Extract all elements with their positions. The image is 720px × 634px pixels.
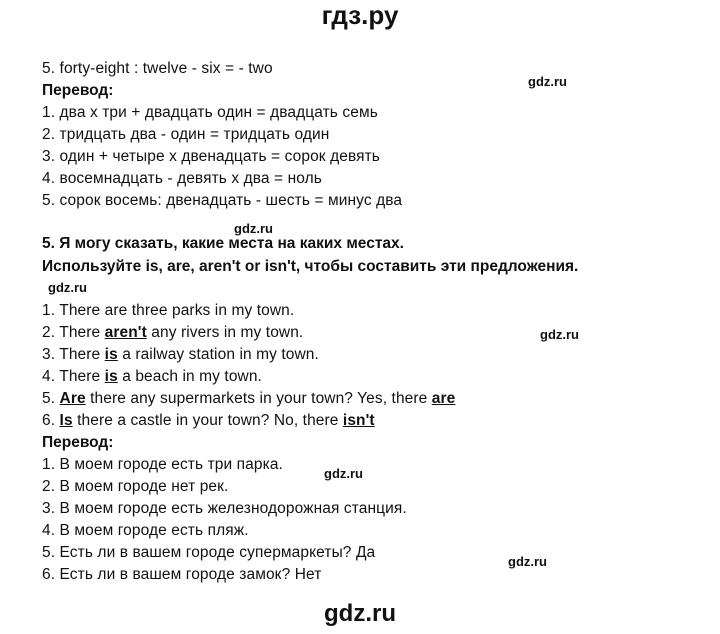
translation-line: 3. В моем городе есть железнодорожная станция. xyxy=(42,500,407,517)
answer-word: isn't xyxy=(342,412,375,429)
watermark: gdz.ru xyxy=(234,221,273,236)
watermark-footer: gdz.ru xyxy=(324,600,396,627)
watermark: gdz.ru xyxy=(540,327,579,342)
sentence-text: 6. xyxy=(42,412,60,429)
sentence-text: there any supermarkets in your town? Yes, there xyxy=(85,390,432,407)
site-title: гдз.ру xyxy=(321,0,399,30)
translation-line: 5. Есть ли в вашем городе супермаркеты? Да xyxy=(42,544,376,561)
translation-line: 6. Есть ли в вашем городе замок? Нет xyxy=(42,566,322,583)
watermark: gdz.ru xyxy=(324,466,363,481)
translation-line: 1. два х три + двадцать один = двадцать семь xyxy=(42,104,378,121)
translation-line: 2. В моем городе нет рек. xyxy=(42,478,229,495)
sentence-line xyxy=(42,302,294,320)
sentence-text: 4. There xyxy=(42,368,105,385)
exercise-instruction: Используйте is, are, aren't or isn't, чтобы составить эти предложения. xyxy=(42,258,579,275)
sentence-line xyxy=(42,346,319,364)
sentence-line xyxy=(42,368,262,386)
sentence-line xyxy=(42,412,375,430)
sentence-text: a beach in my town. xyxy=(117,368,262,385)
translation-line: 3. один + четыре х двенадцать = сорок девять xyxy=(42,148,380,165)
translation-heading: Перевод: xyxy=(42,434,114,451)
answer-word: is xyxy=(104,368,118,385)
watermark: gdz.ru xyxy=(48,280,87,295)
sentence-line xyxy=(42,390,455,408)
sentence-line xyxy=(42,324,303,342)
answer-word: is xyxy=(104,346,118,363)
sentence-text: 2. There xyxy=(42,324,105,341)
answer-word: are xyxy=(431,390,456,407)
translation-line: 2. тридцать два - один = тридцать один xyxy=(42,126,330,143)
answer-word: Is xyxy=(59,412,73,429)
watermark: gdz.ru xyxy=(528,74,567,89)
translation-line: 5. сорок восемь: двенадцать - шесть = минус два xyxy=(42,192,403,209)
sentence-text: 1. There are three parks in my town. xyxy=(42,302,295,319)
translation-line: 4. В моем городе есть пляж. xyxy=(42,522,249,539)
sentence-text: any rivers in my town. xyxy=(146,324,304,341)
sentence-text: 5. xyxy=(42,390,60,407)
answer-line-5: 5. forty-eight : twelve - six = - two xyxy=(42,60,273,77)
answer-word: Are xyxy=(59,390,86,407)
answer-word: aren't xyxy=(104,324,147,341)
watermark: gdz.ru xyxy=(508,554,547,569)
sentence-text: a railway station in my town. xyxy=(117,346,319,363)
exercise-title: 5. Я могу сказать, какие места на каких местах. xyxy=(42,235,404,252)
translation-line: 4. восемнадцать - девять х два = ноль xyxy=(42,170,322,187)
translation-line: 1. В моем городе есть три парка. xyxy=(42,456,283,473)
translation-heading: Перевод: xyxy=(42,82,114,99)
sentence-text: there a castle in your town? No, there xyxy=(72,412,343,429)
sentence-text: 3. There xyxy=(42,346,105,363)
